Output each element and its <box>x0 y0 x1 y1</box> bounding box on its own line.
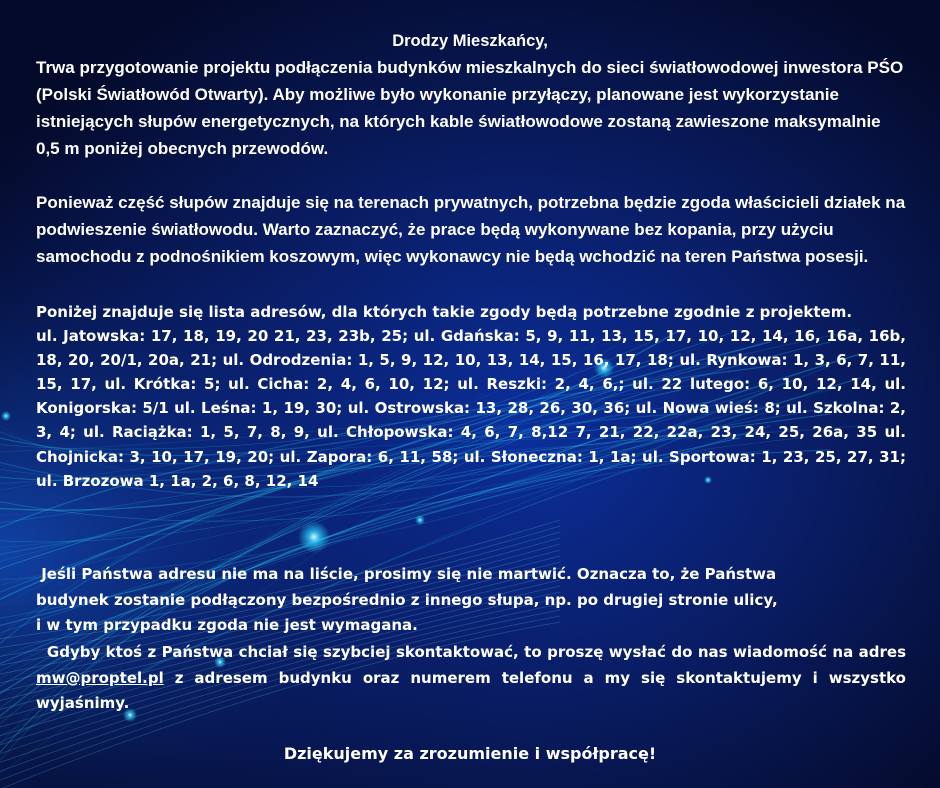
missing-address-note <box>36 562 906 639</box>
note-line-1: Jeśli Państwa adresu nie ma na liście, prosimy się nie martwić. Oznacza to, że Państwa <box>36 565 777 583</box>
greeting: Drodzy Mieszkańcy, <box>392 32 548 50</box>
address-section <box>36 300 906 493</box>
contact-text-before: Gdyby ktoś z Państwa chciał się szybciej skontaktować, to proszę wysłać do nas wiadomość na adres <box>36 643 917 661</box>
email-link[interactable]: mw@proptel.pl <box>36 668 164 687</box>
intro-paragraph-1: Trwa przygotowanie projektu podłączenia budynków mieszkalnych do sieci światłowodowej inwestora PŚO (Polski Światłowód Otwarty). Aby możliwe było wykonanie przyłączy, planowane jest wykorzystanie istniejących słupów energetycznych, na których kable światłowodowe zostaną zawieszone maksymalnie 0,5 m poniżej obecnych przewodów. <box>36 58 904 158</box>
address-list-lead: Poniżej znajduje się lista adresów, dla których takie zgody będą potrzebne zgodnie z projektem. <box>36 303 853 321</box>
contact-note <box>36 640 917 717</box>
intro-paragraph-2: Ponieważ część słupów znajduje się na terenach prywatnych, potrzebna będzie zgoda właścicieli działek na podwieszenie światłowodu. Warto zaznaczyć, że prace będą wykonywane bez kopania, przy użyciu samochodu z podnośnikiem koszowym, więc wykonawcy nie będą wchodzić na teren Państwa posesji. <box>36 193 906 266</box>
thanks-message: Dziękujemy za zrozumienie i współpracę! <box>283 744 657 763</box>
address-list: ul. Jatowska: 17, 18, 19, 20 21, 23, 23b, 25; ul. Gdańska: 5, 9, 11, 13, 15, 17, 10, 12, 14, 16, 16a, 16b, 18, 20, 20/1, 20a, 21; ul. Odrodzenia: 1, 5, 9, 12, 10, 13, 14, 15, 16, 17, 18; ul. Rynkowa: 1, 3, 6, 7, 11, 15, 17, ul. Krótka: 5; ul. Cicha: 2, 4, 6, 10, 12; ul. Reszki: 2, 4, 6,; ul. 22 lutego: 6, 10, 12, 14, ul. Konigorska: 5/1 ul. Leśna: 1, 19, 30; ul. Ostrowska: 13, 28, 26, 30, 36; ul. Nowa wieś: 8; ul. Szkolna: 2, 3, 4; ul. Raciążka: 1, 5, 7, 8, 9, ul. Chłopowska: 4, 6, 7, 8,12 7, 21, 22, 22a, 23, 24, 25, 26a, 35 ul. Chojnicka: 3, 10, 17, 19, 20; ul. Zapora: 6, 11, 58; ul. Słoneczna: 1, 1a; ul. Sportowa: 1, 23, 25, 27, 31; ul. Brzozowa 1, 1a, 2, 6, 8, 12, 14 <box>36 327 906 490</box>
contact-text-after: z adresem budynku oraz numerem telefonu a my się skontaktujemy i wszystko wyjaśnimy. <box>36 668 906 712</box>
note-line-2: budynek zostanie podłączony bezpośrednio z innego słupa, np. po drugiej stronie ulicy, <box>36 590 778 609</box>
note-line-3: i w tym przypadku zgoda nie jest wymagana. <box>36 616 418 634</box>
